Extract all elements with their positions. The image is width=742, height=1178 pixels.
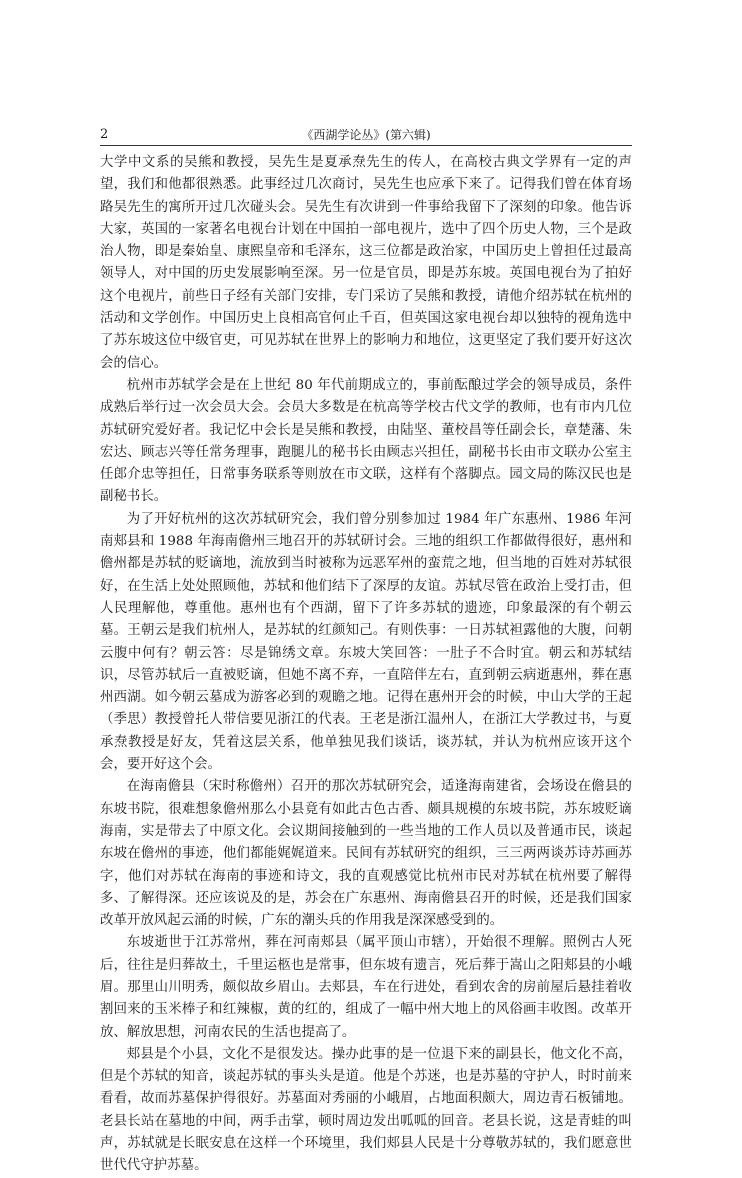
body-text — [100, 152, 632, 1178]
paragraph: 郏县是个小县，文化不是很发达。操办此事的是一位退下来的副县长，他文化不高，但是个苏轼的知音，谈起苏轼的事头头是道。他是个苏迷，也是苏墓的守护人，时时前来看看，故而苏墓保护得很好。苏墓面对秀丽的小峨眉，占地面积颇大，周边青石板铺地。老县长站在墓地的中间，两手击掌，顿时周边发出呱呱的回音。老县长说，这是青蛙的叫声，苏轼就是长眠安息在这样一个环境里，我们郏县人民是十分尊敬苏轼的，我们愿意世世代代守护苏墓。 — [100, 1046, 632, 1174]
paragraph: 东坡逝世于江苏常州，葬在河南郏县（属平顶山市辖），开始很不理解。照例古人死后，往往是归葬故土，千里运柩也是常事，但东坡有遗言，死后葬于嵩山之阳郏县的小峨眉。那里山川明秀，颇似故乡眉山。去郏县，车在行进处，看到农舍的房前屋后悬挂着收割回来的玉米棒子和红辣椒，黄的红的，组成了一幅中州大地上的风俗画丰收图。改革开放、解放思想，河南农民的生活也提高了。 — [100, 935, 632, 1040]
running-title: 《西湖学论丛》(第六辑) — [301, 128, 431, 142]
paragraph: 在海南儋县（宋时称儋州）召开的那次苏轼研究会，适逢海南建省，会场设在儋县的东坡书院，很难想象儋州那么小县竟有如此古色古香、颇具规模的东坡书院，苏东坡贬谪海南，实是带去了中原文化。会议期间接触到的一些当地的工作人员以及普通市民，谈起东坡在儋州的事迹，他们都能娓娓道来。民间有苏轼研究的组织，三三两两谈苏诗苏画苏字，他们对苏轼在海南的事迹和诗文，我的直观感觉比杭州市民对苏轼在杭州要了解得多、了解得深。还应该说及的是，苏会在广东惠州、海南儋县召开的时候，还是我们国家改革开放风起云涌的时候，广东的潮头兵的作用我是深深感受到的。 — [100, 779, 632, 929]
paragraph-continued: 大学中文系的吴熊和教授，吴先生是夏承焘先生的传人，在高校古典文学界有一定的声望，我们和他都很熟悉。此事经过几次商讨，吴先生也应承下来了。记得我们曾在体育场路吴先生的寓所开过几次碰头会。吴先生有次讲到一件事给我留下了深刻的印象。他告诉大家，英国的一家著名电视台计划在中国拍一部电视片，选中了四个历史人物，三个是政治人物，即是秦始皇、康熙皇帝和毛泽东，这三位都是政治家，中国历史上曾担任过最高领导人，对中国的历史发展影响至深。另一位是官员，即是苏东坡。英国电视台为了拍好这个电视片，前些日子经有关部门安排，专门采访了吴熊和教授，请他介绍苏轼在杭州的活动和文学创作。中国历史上良相高官何止千百，但英国这家电视台却以独特的视角选中了苏东坡这位中级官吏，可见苏轼在世界上的影响力和地位，这更坚定了我们要开好这次会的信心。 — [100, 155, 632, 371]
page-header — [100, 126, 632, 144]
header-rule — [100, 145, 632, 146]
paragraph: 杭州市苏轼学会是在上世纪 80 年代前期成立的，事前酝酿过学会的领导成员，条件成熟后举行过一次会员大会。会员大多数是在杭高等学校古代文学的教师，也有市内几位苏轼研究爱好者。我记忆中会长是吴熊和教授，由陆坚、董校昌等任副会长，章楚藩、朱宏达、顾志兴等任常务理事，跑腿儿的秘书长由顾志兴担任，副秘书长由市文联办公室主任郎介忠等担任，日常事务联系等则放在市文联，这样有个落脚点。园文局的陈汉民也是副秘书长。 — [100, 377, 632, 505]
page-number: 2 — [100, 127, 109, 142]
paragraph: 为了开好杭州的这次苏轼研究会，我们曾分别参加过 1984 年广东惠州、1986 年河南郏县和 1988 年海南儋州三地召开的苏轼研讨会。三地的组织工作都做得很好，惠州和儋州都是苏轼的贬谪地，流放到当时被称为远恶军州的蛮荒之地，但当地的百姓对苏轼很好，在生活上处处照顾他，苏轼和他们结下了深厚的友谊。苏轼尽管在政治上受打击，但人民理解他，尊重他。惠州也有个西湖，留下了许多苏轼的遗迹，印象最深的有个朝云墓。王朝云是我们杭州人，是苏轼的红颜知己。有则佚事：一日苏轼袒露他的大腹，问朝云腹中何有？朝云答：尽是锦绣文章。东坡大笑回答：一肚子不合时宜。朝云和苏轼结识，尽管苏轼后一直被贬谪，但她不离不弃，一直陪伴左右，直到朝云病逝惠州，葬在惠州西湖。如今朝云墓成为游客必到的观瞻之地。记得在惠州开会的时候，中山大学的王起（季思）教授曾托人带信要见浙江的代表。王老是浙江温州人，在浙江大学教过书，与夏承焘教授是好友，凭着这层关系，他单独见我们谈话，谈苏轼，并认为杭州应该开这个会，要开好这个会。 — [100, 511, 632, 773]
